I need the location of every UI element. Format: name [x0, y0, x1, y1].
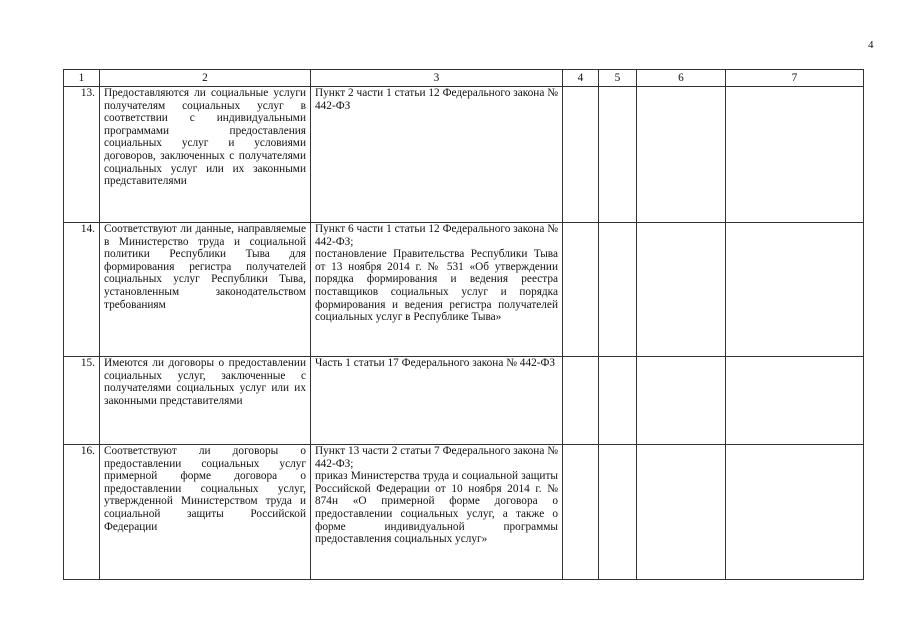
row-number: 15.	[64, 357, 100, 445]
empty-cell-col4	[563, 357, 599, 445]
table-row	[64, 223, 864, 357]
table-row	[64, 445, 864, 580]
header-col-2: 2	[100, 70, 311, 87]
legal-reference-line: приказ Министерства труда и социальной защиты Российской Федерации от 10 ноября 2014 г. № 874н «О примерной форме договора о предоставлении социальных услуг, а также о форме индивидуальной программы предоставления социальных услуг»	[315, 470, 558, 546]
empty-cell-col5	[599, 223, 637, 357]
question-cell: Предоставляются ли социальные услуги получателям социальных услуг в соответствии с индивидуальными программами предоставления социальных услуг и условиями договоров, заключенных с получателями социальных услуг или их законными представителями	[100, 87, 311, 223]
header-col-6: 6	[637, 70, 726, 87]
checklist-table	[63, 69, 864, 580]
question-cell: Имеются ли договоры о предоставлении социальных услуг, заключенные с получателями социальных услуг или их законными представителями	[100, 357, 311, 445]
table-row	[64, 357, 864, 445]
legal-reference-line: постановление Правительства Республики Тыва от 13 ноября 2014 г. № 531 «Об утверждении порядка формирования и ведения реестра поставщиков социальных услуг и порядка формирования и ведения регистра получателей социальных услуг в Республике Тыва»	[315, 248, 558, 324]
question-cell: Соответствуют ли данные, направляемые в Министерство труда и социальной политики Республики Тыва для формирования регистра получателей социальных услуг Республики Тыва, установленным законодательством требованиям	[100, 223, 311, 357]
row-number: 14.	[64, 223, 100, 357]
table-row	[64, 87, 864, 223]
legal-reference-line: Пункт 2 части 1 статьи 12 Федерального закона № 442-ФЗ	[315, 87, 558, 112]
empty-cell-col7	[726, 357, 864, 445]
legal-reference-line: Пункт 13 части 2 статьи 7 Федерального закона № 442-ФЗ;	[315, 445, 558, 470]
empty-cell-col6	[637, 87, 726, 223]
legal-reference-cell	[311, 445, 563, 580]
empty-cell-col6	[637, 223, 726, 357]
legal-reference-cell	[311, 223, 563, 357]
empty-cell-col7	[726, 223, 864, 357]
empty-cell-col5	[599, 357, 637, 445]
row-number: 16.	[64, 445, 100, 580]
header-col-4: 4	[563, 70, 599, 87]
empty-cell-col7	[726, 87, 864, 223]
header-col-1: 1	[64, 70, 100, 87]
empty-cell-col4	[563, 223, 599, 357]
empty-cell-col4	[563, 87, 599, 223]
empty-cell-col6	[637, 357, 726, 445]
empty-cell-col5	[599, 87, 637, 223]
header-col-3: 3	[311, 70, 563, 87]
empty-cell-col6	[637, 445, 726, 580]
question-cell: Соответствуют ли договоры о предоставлении социальных услуг примерной форме договора о предоставлении социальных услуг, утвержденной Министерством труда и социальной защиты Российской Федерации	[100, 445, 311, 580]
legal-reference-cell	[311, 87, 563, 223]
empty-cell-col5	[599, 445, 637, 580]
header-col-7: 7	[726, 70, 864, 87]
legal-reference-line: Пункт 6 части 1 статьи 12 Федерального закона № 442-ФЗ;	[315, 223, 558, 248]
empty-cell-col7	[726, 445, 864, 580]
table-header-row	[64, 70, 864, 87]
header-col-5: 5	[599, 70, 637, 87]
page-number: 4	[868, 39, 874, 51]
empty-cell-col4	[563, 445, 599, 580]
legal-reference-cell	[311, 357, 563, 445]
legal-reference-line: Часть 1 статьи 17 Федерального закона № 442-ФЗ	[315, 357, 556, 369]
row-number: 13.	[64, 87, 100, 223]
